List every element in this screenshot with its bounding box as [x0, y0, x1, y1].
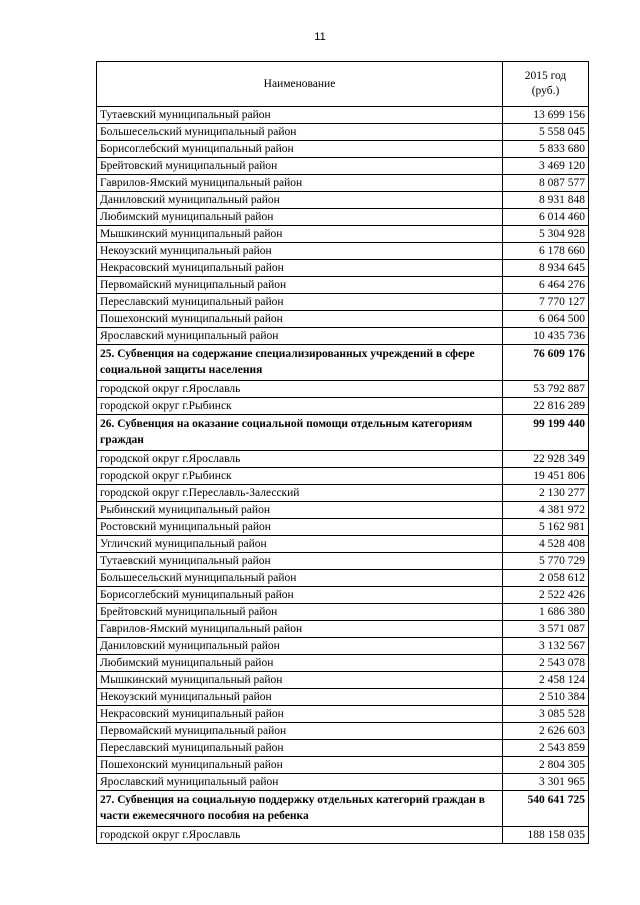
table-row [97, 328, 589, 345]
amount-cell: 8 087 577 [503, 175, 589, 192]
table-row [97, 519, 589, 536]
amount-cell: 2 130 277 [503, 485, 589, 502]
amount-cell: 7 770 127 [503, 294, 589, 311]
section-title: 25. Субвенция на содержание специализированных учреждений в сфере социальной защиты населения [97, 345, 503, 381]
table-row [97, 706, 589, 723]
district-name: Угличский муниципальный район [97, 536, 503, 553]
district-name: Некрасовский муниципальный район [97, 260, 503, 277]
table-row [97, 311, 589, 328]
table-body [97, 107, 589, 844]
amount-cell: 2 543 078 [503, 655, 589, 672]
district-name: Гаврилов-Ямский муниципальный район [97, 621, 503, 638]
district-name: Борисоглебский муниципальный район [97, 587, 503, 604]
district-name: Большесельский муниципальный район [97, 124, 503, 141]
district-name: Гаврилов-Ямский муниципальный район [97, 175, 503, 192]
table-row [97, 192, 589, 209]
district-name: городской округ г.Ярославль [97, 827, 503, 844]
district-name: Даниловский муниципальный район [97, 192, 503, 209]
district-name: Некоузский муниципальный район [97, 243, 503, 260]
amount-cell: 5 558 045 [503, 124, 589, 141]
district-name: Пошехонский муниципальный район [97, 311, 503, 328]
district-name: Даниловский муниципальный район [97, 638, 503, 655]
district-name: Мышкинский муниципальный район [97, 226, 503, 243]
district-name: Ярославский муниципальный район [97, 328, 503, 345]
section-total: 99 199 440 [503, 415, 589, 451]
amount-cell: 19 451 806 [503, 468, 589, 485]
table-row [97, 243, 589, 260]
table-row [97, 774, 589, 791]
section-total: 540 641 725 [503, 791, 589, 827]
amount-cell: 4 528 408 [503, 536, 589, 553]
district-name: Переславский муниципальный район [97, 740, 503, 757]
amount-cell: 2 058 612 [503, 570, 589, 587]
district-name: Брейтовский муниципальный район [97, 604, 503, 621]
district-name: городской округ г.Ярославль [97, 381, 503, 398]
amount-cell: 2 626 603 [503, 723, 589, 740]
table-row [97, 260, 589, 277]
table-row [97, 502, 589, 519]
page-number: 11 [314, 31, 326, 43]
amount-cell: 2 510 384 [503, 689, 589, 706]
amount-cell: 188 158 035 [503, 827, 589, 844]
amount-cell: 1 686 380 [503, 604, 589, 621]
district-name: Некоузский муниципальный район [97, 689, 503, 706]
amount-cell: 2 522 426 [503, 587, 589, 604]
table-row [97, 621, 589, 638]
budget-table [96, 61, 589, 844]
section-title: 26. Субвенция на оказание социальной помощи отдельным категориям граждан [97, 415, 503, 451]
amount-cell: 2 458 124 [503, 672, 589, 689]
district-name: Брейтовский муниципальный район [97, 158, 503, 175]
table-row [97, 398, 589, 415]
amount-cell: 6 014 460 [503, 209, 589, 226]
district-name: Ярославский муниципальный район [97, 774, 503, 791]
section-title: 27. Субвенция на социальную поддержку отдельных категорий граждан в части ежемесячного пособия на ребенка [97, 791, 503, 827]
amount-header-year: 2015 год [524, 70, 567, 82]
district-name: городской округ г.Рыбинск [97, 468, 503, 485]
amount-cell: 2 804 305 [503, 757, 589, 774]
district-name: Тутаевский муниципальный район [97, 107, 503, 124]
district-name: Первомайский муниципальный район [97, 277, 503, 294]
amount-column-header [503, 62, 589, 107]
table-row [97, 451, 589, 468]
district-name: Тутаевский муниципальный район [97, 553, 503, 570]
district-name: Ростовский муниципальный район [97, 519, 503, 536]
amount-cell: 6 064 500 [503, 311, 589, 328]
table-row [97, 689, 589, 706]
amount-cell: 3 571 087 [503, 621, 589, 638]
amount-cell: 5 162 981 [503, 519, 589, 536]
district-name: городской округ г.Переславль-Залесский [97, 485, 503, 502]
amount-cell: 53 792 887 [503, 381, 589, 398]
table-row [97, 175, 589, 192]
amount-cell: 3 469 120 [503, 158, 589, 175]
table-row [97, 381, 589, 398]
section-row [97, 791, 589, 827]
table-row [97, 277, 589, 294]
table-row [97, 723, 589, 740]
amount-cell: 5 833 680 [503, 141, 589, 158]
table-row [97, 655, 589, 672]
table-row [97, 141, 589, 158]
table-row [97, 570, 589, 587]
amount-cell: 3 085 528 [503, 706, 589, 723]
table-header-row [97, 62, 589, 107]
table-row [97, 209, 589, 226]
district-name: Первомайский муниципальный район [97, 723, 503, 740]
table-row [97, 226, 589, 243]
amount-cell: 3 132 567 [503, 638, 589, 655]
amount-header-unit: (руб.) [531, 85, 560, 97]
district-name: Любимский муниципальный район [97, 209, 503, 226]
amount-cell: 4 381 972 [503, 502, 589, 519]
table-row [97, 587, 589, 604]
district-name: городской округ г.Ярославль [97, 451, 503, 468]
amount-cell: 2 543 859 [503, 740, 589, 757]
section-row [97, 345, 589, 381]
amount-cell: 8 934 645 [503, 260, 589, 277]
table-row [97, 672, 589, 689]
district-name: Любимский муниципальный район [97, 655, 503, 672]
table-row [97, 124, 589, 141]
table-row [97, 638, 589, 655]
district-name: Мышкинский муниципальный район [97, 672, 503, 689]
section-row [97, 415, 589, 451]
district-name: городской округ г.Рыбинск [97, 398, 503, 415]
table-row [97, 485, 589, 502]
amount-cell: 13 699 156 [503, 107, 589, 124]
amount-cell: 10 435 736 [503, 328, 589, 345]
section-total: 76 609 176 [503, 345, 589, 381]
table-row [97, 553, 589, 570]
amount-cell: 3 301 965 [503, 774, 589, 791]
table-row [97, 536, 589, 553]
table-row [97, 604, 589, 621]
amount-cell: 22 928 349 [503, 451, 589, 468]
table-row [97, 827, 589, 844]
table-row [97, 468, 589, 485]
amount-cell: 5 304 928 [503, 226, 589, 243]
table-row [97, 158, 589, 175]
district-name: Борисоглебский муниципальный район [97, 141, 503, 158]
table-row [97, 107, 589, 124]
amount-cell: 22 816 289 [503, 398, 589, 415]
amount-cell: 6 178 660 [503, 243, 589, 260]
district-name: Рыбинский муниципальный район [97, 502, 503, 519]
district-name: Переславский муниципальный район [97, 294, 503, 311]
amount-cell: 5 770 729 [503, 553, 589, 570]
table-row [97, 757, 589, 774]
district-name: Некрасовский муниципальный район [97, 706, 503, 723]
district-name: Пошехонский муниципальный район [97, 757, 503, 774]
name-column-header: Наименование [97, 62, 503, 107]
amount-cell: 6 464 276 [503, 277, 589, 294]
table-row [97, 740, 589, 757]
district-name: Большесельский муниципальный район [97, 570, 503, 587]
table-row [97, 294, 589, 311]
amount-cell: 8 931 848 [503, 192, 589, 209]
